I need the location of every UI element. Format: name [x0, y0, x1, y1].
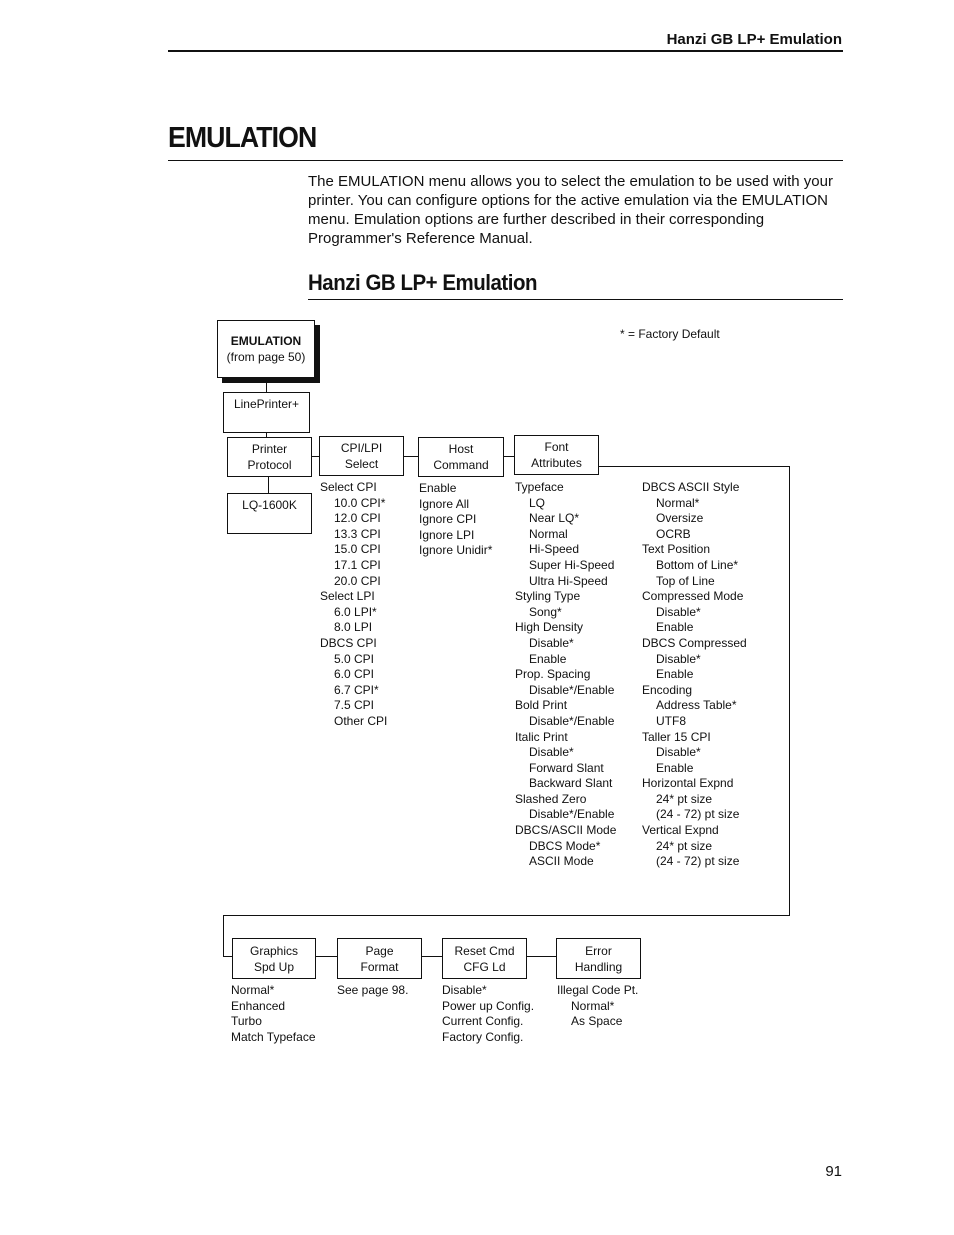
option-item: 12.0 CPI	[334, 511, 381, 526]
option-item: Ignore LPI	[419, 527, 475, 542]
option-item: Disable*	[656, 604, 701, 619]
option-item: 6.0 LPI*	[334, 604, 377, 619]
option-item: Song*	[529, 604, 562, 619]
option-item: Hi-Speed	[529, 542, 580, 557]
option-item: Taller 15 CPI	[642, 729, 711, 744]
connector	[223, 956, 232, 957]
option-item: Ignore All	[419, 496, 470, 511]
option-item: Enable	[656, 620, 694, 635]
option-item: Enable	[419, 481, 457, 495]
option-item: Ignore Unidir*	[419, 543, 493, 558]
option-item: Address Table*	[656, 698, 737, 713]
option-item: Enable	[656, 760, 694, 775]
option-item: 13.3 CPI	[334, 526, 381, 541]
option-item: Current Config.	[442, 1014, 524, 1029]
lq1600k-label: LQ-1600K	[242, 498, 297, 512]
option-item: Normal*	[656, 495, 700, 510]
option-item: Ignore CPI	[419, 512, 477, 527]
option-item: Disable*/Enable	[529, 807, 615, 822]
option-item: Encoding	[642, 682, 693, 697]
option-item: DBCS ASCII Style	[642, 480, 740, 494]
error-handling-options	[557, 983, 638, 1030]
factory-default-legend: * = Factory Default	[620, 327, 720, 341]
option-item: Enable	[656, 667, 694, 682]
option-item: Near LQ*	[529, 511, 580, 526]
option-item: Text Position	[642, 542, 711, 557]
reset-cmd-cfg-box	[442, 938, 527, 979]
page-format-options	[337, 983, 408, 999]
option-item: (24 - 72) pt size	[656, 807, 740, 822]
host-command-options	[419, 481, 492, 559]
option-item: DBCS Compressed	[642, 635, 747, 650]
option-item: 24* pt size	[656, 791, 713, 806]
intro-paragraph: The EMULATION menu allows you to select the emulation to be used with your printer. You can configure options for the active emulation via the EMULATION menu. Emulation options are further described in their corresponding Programmer's Reference Manual.	[308, 173, 833, 247]
option-item: Normal	[529, 526, 568, 541]
printer-protocol-line2: Protocol	[247, 458, 292, 472]
cpi-lpi-line2: Select	[344, 457, 379, 471]
running-header: Hanzi GB LP+ Emulation	[666, 31, 842, 48]
option-item: DBCS Mode*	[529, 838, 601, 853]
option-item: Normal*	[571, 998, 615, 1013]
cpi-lpi-select-box	[319, 436, 404, 476]
option-item: Super Hi-Speed	[529, 557, 615, 572]
reset-cmd-line1: Reset Cmd	[454, 943, 515, 958]
option-item: Factory Config.	[442, 1029, 524, 1044]
option-item: Horizontal Expnd	[642, 776, 734, 791]
option-item: 5.0 CPI	[334, 651, 375, 666]
option-item: 6.0 CPI	[334, 667, 375, 682]
option-item: Enhanced	[231, 998, 286, 1013]
option-item: Styling Type	[515, 589, 581, 604]
font-attributes-options-2	[642, 480, 747, 870]
page-format-line2: Format	[360, 959, 399, 974]
option-item: Match Typeface	[231, 1029, 316, 1044]
option-item: As Space	[571, 1014, 623, 1029]
connector	[598, 466, 790, 467]
option-item: Vertical Expnd	[642, 823, 719, 838]
option-item: 7.5 CPI	[334, 698, 375, 713]
graphics-options	[231, 983, 316, 1045]
option-item: Turbo	[231, 1014, 262, 1029]
reset-cmd-options	[442, 983, 534, 1045]
option-item: ASCII Mode	[529, 854, 594, 869]
subsection-heading: Hanzi GB LP+ Emulation	[308, 270, 538, 295]
connector	[268, 476, 269, 494]
connector	[223, 915, 224, 957]
error-handling-line2: Handling	[574, 959, 623, 974]
option-item: Forward Slant	[529, 760, 604, 775]
option-item: Power up Config.	[442, 998, 535, 1013]
option-item: OCRB	[656, 526, 691, 541]
emulation-root-box	[217, 320, 315, 378]
reset-cmd-line2: CFG Ld	[463, 959, 506, 974]
connector	[789, 466, 790, 916]
option-item: Disable*/Enable	[529, 682, 615, 697]
host-command-line1: Host	[448, 442, 474, 456]
option-item: Italic Print	[515, 729, 568, 744]
connector	[403, 456, 418, 457]
option-item: Disable*	[529, 635, 574, 650]
option-item: Disable*	[442, 983, 487, 997]
option-item: Illegal Code Pt.	[557, 983, 639, 997]
connector	[526, 956, 556, 957]
cpi-lpi-options	[320, 480, 387, 730]
option-item: Select CPI	[320, 480, 377, 494]
option-item: Slashed Zero	[515, 791, 587, 806]
option-item: 6.7 CPI*	[334, 682, 379, 697]
page-format-line1: Page	[365, 943, 394, 958]
printer-protocol-line1: Printer	[251, 442, 288, 456]
option-item: DBCS CPI	[320, 635, 377, 650]
option-item: 8.0 LPI	[334, 620, 373, 635]
section-heading: EMULATION	[168, 122, 317, 154]
lq1600k-box	[227, 493, 312, 534]
option-item: (24 - 72) pt size	[656, 854, 740, 869]
connector	[315, 956, 337, 957]
font-attributes-box	[514, 435, 599, 475]
font-attributes-options	[515, 480, 616, 870]
connector	[266, 379, 267, 393]
subheading-rule	[308, 299, 843, 300]
font-attributes-line1: Font	[544, 440, 569, 454]
font-attributes-line2: Attributes	[531, 456, 582, 470]
option-item: LQ	[529, 495, 546, 510]
option-item: Bold Print	[515, 698, 568, 713]
option-item: Oversize	[656, 511, 704, 526]
page-number: 91	[825, 1163, 842, 1180]
option-item: Bottom of Line*	[656, 557, 739, 572]
option-item: Enable	[529, 651, 567, 666]
connector	[503, 456, 514, 457]
page-format-box	[337, 938, 422, 979]
graphics-line1: Graphics	[249, 943, 299, 958]
lineprinter-box	[223, 392, 310, 433]
header-rule	[168, 50, 843, 52]
option-item: 15.0 CPI	[334, 542, 381, 557]
emulation-root-sub: (from page 50)	[226, 350, 306, 364]
option-item: 10.0 CPI*	[334, 495, 386, 510]
option-item: Select LPI	[320, 589, 375, 604]
cpi-lpi-line1: CPI/LPI	[340, 441, 383, 455]
host-command-line2: Command	[433, 458, 489, 472]
option-item: Typeface	[515, 480, 564, 494]
host-command-box	[418, 437, 504, 477]
option-item: 17.1 CPI	[334, 557, 381, 572]
option-item: Compressed Mode	[642, 589, 744, 604]
option-item: Ultra Hi-Speed	[529, 573, 608, 588]
option-item: See page 98.	[337, 983, 409, 997]
heading-rule	[168, 160, 843, 161]
option-item: Disable*	[529, 745, 574, 760]
option-item: 24* pt size	[656, 838, 713, 853]
connector	[311, 456, 319, 457]
option-item: DBCS/ASCII Mode	[515, 823, 617, 838]
graphics-line2: Spd Up	[253, 959, 295, 974]
connector	[421, 956, 442, 957]
option-item: Disable*	[656, 745, 701, 760]
printer-protocol-box	[227, 437, 312, 477]
connector	[223, 915, 790, 916]
option-item: UTF8	[656, 713, 686, 728]
graphics-spd-up-box	[232, 938, 316, 979]
lineprinter-label: LinePrinter+	[233, 397, 300, 411]
error-handling-box	[556, 938, 641, 979]
option-item: Other CPI	[334, 713, 388, 728]
option-item: High Density	[515, 620, 584, 635]
option-item: Disable*	[656, 651, 701, 666]
option-item: Backward Slant	[529, 776, 613, 791]
error-handling-line1: Error	[585, 943, 612, 958]
option-item: Normal*	[231, 983, 275, 997]
emulation-root-title: EMULATION	[230, 334, 302, 348]
option-item: 20.0 CPI	[334, 573, 381, 588]
option-item: Prop. Spacing	[515, 667, 591, 682]
option-item: Disable*/Enable	[529, 713, 615, 728]
option-item: Top of Line	[656, 573, 715, 588]
